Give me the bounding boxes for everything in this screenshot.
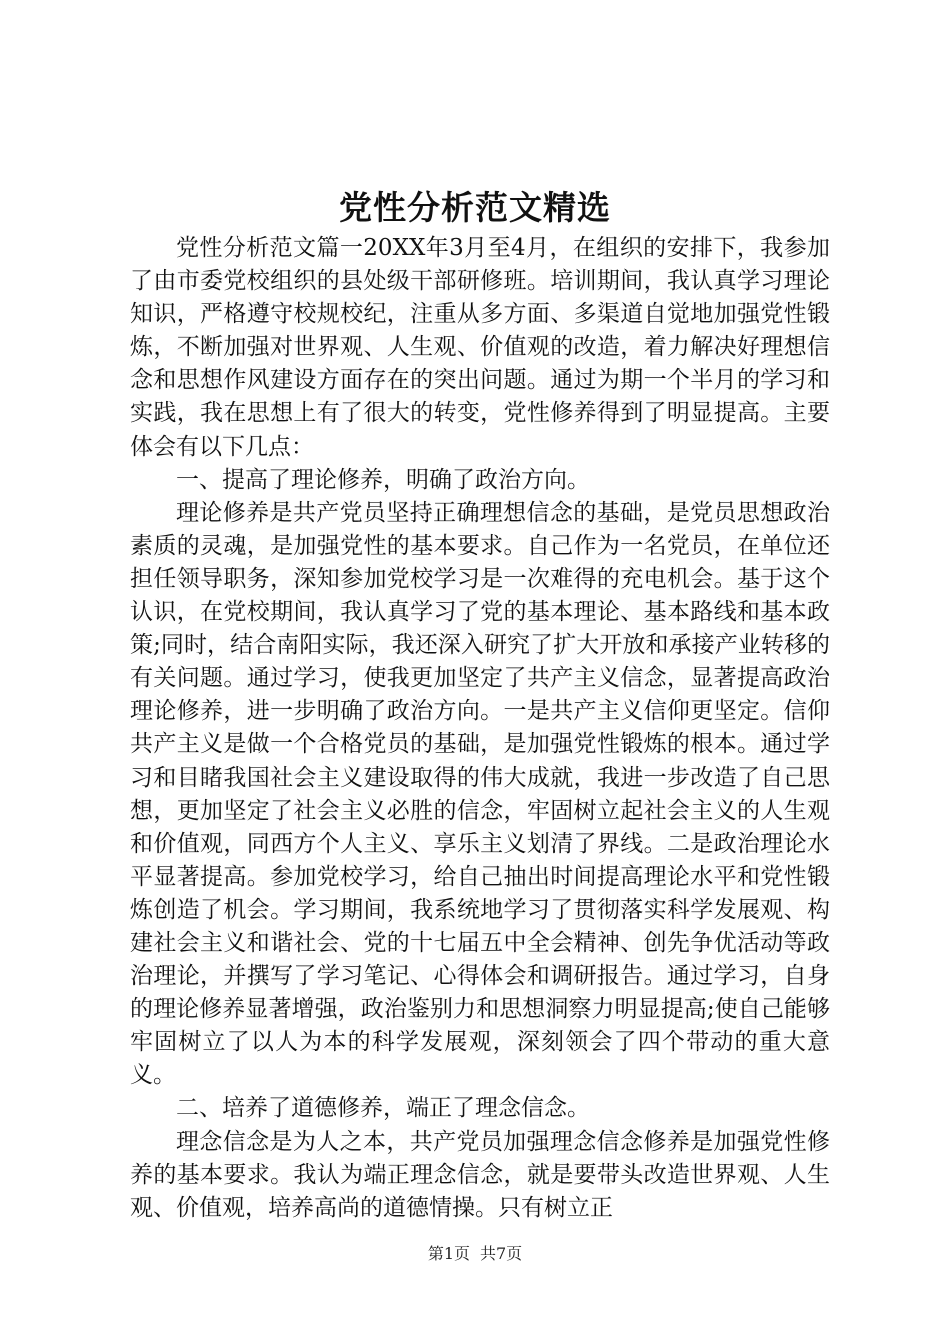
section-heading-two: 二、培养了道德修养，端正了理念信念。 [176,1095,590,1122]
page-total: 共7页 [480,1244,523,1263]
paragraph-section-two: 理念信念是为人之本，共产党员加强理念信念修养是加强党性修养的基本要求。我认为端正理念信念，就是要带头改造世界观、人生观、价值观，培养高尚的道德情操。只有树立正 [130,1128,830,1221]
paragraph-section-one: 理论修养是共产党员坚持正确理想信念的基础，是党员思想政治素质的灵魂，是加强党性的基本要求。自己作为一名党员，在单位还担任领导职务，深知参加党校学习是一次难得的充电机会。基于这个认识，在党校期间，我认真学习了党的基本理论、基本路线和基本政策;同时，结合南阳实际，我还深入研究了扩大开放和承接产业转移的有关问题。通过学习，使我更加坚定了共产主义信念，显著提高政治理论修养，进一步明确了政治方向。一是共产主义信仰更坚定。信仰共产主义是做一个合格党员的基础，是加强党性锻炼的根本。通过学习和目睹我国社会主义建设取得的伟大成就，我进一步改造了自己思想，更加坚定了社会主义必胜的信念，牢固树立起社会主义的人生观和价值观，同西方个人主义、享乐主义划清了界线。二是政治理论水平显著提高。参加党校学习，给自己抽出时间提高理论水平和党性锻炼创造了机会。学习期间，我系统地学习了贯彻落实科学发展观、构建社会主义和谐社会、党的十七届五中全会精神、创先争优活动等政治理论，并撰写了学习笔记、心得体会和调研报告。通过学习，自身的理论修养显著增强，政治鉴别力和思想洞察力明显提高;使自己能够牢固树立了以人为本的科学发展观，深刻领会了四个带动的重大意义。 [130,499,830,1089]
document-title: 党性分析范文精选 [339,188,611,227]
paragraph-intro: 党性分析范文篇一20XX年3月至4月，在组织的安排下，我参加了由市委党校组织的县处级干部研修班。培训期间，我认真学习理论知识，严格遵守校规校纪，注重从多方面、多渠道自觉地加强党性锻炼，不断加强对世界观、人生观、价值观的改造，着力解决好理想信念和思想作风建设方面存在的突出问题。通过为期一个半月的学习和实践，我在思想上有了很大的转变，党性修养得到了明显提高。主要体会有以下几点： [130,235,830,460]
page-number: 第1页 [427,1244,470,1263]
section-heading-one: 一、提高了理论修养，明确了政治方向。 [176,466,590,493]
page-footer [0,1244,950,1264]
document-body [130,232,830,1225]
